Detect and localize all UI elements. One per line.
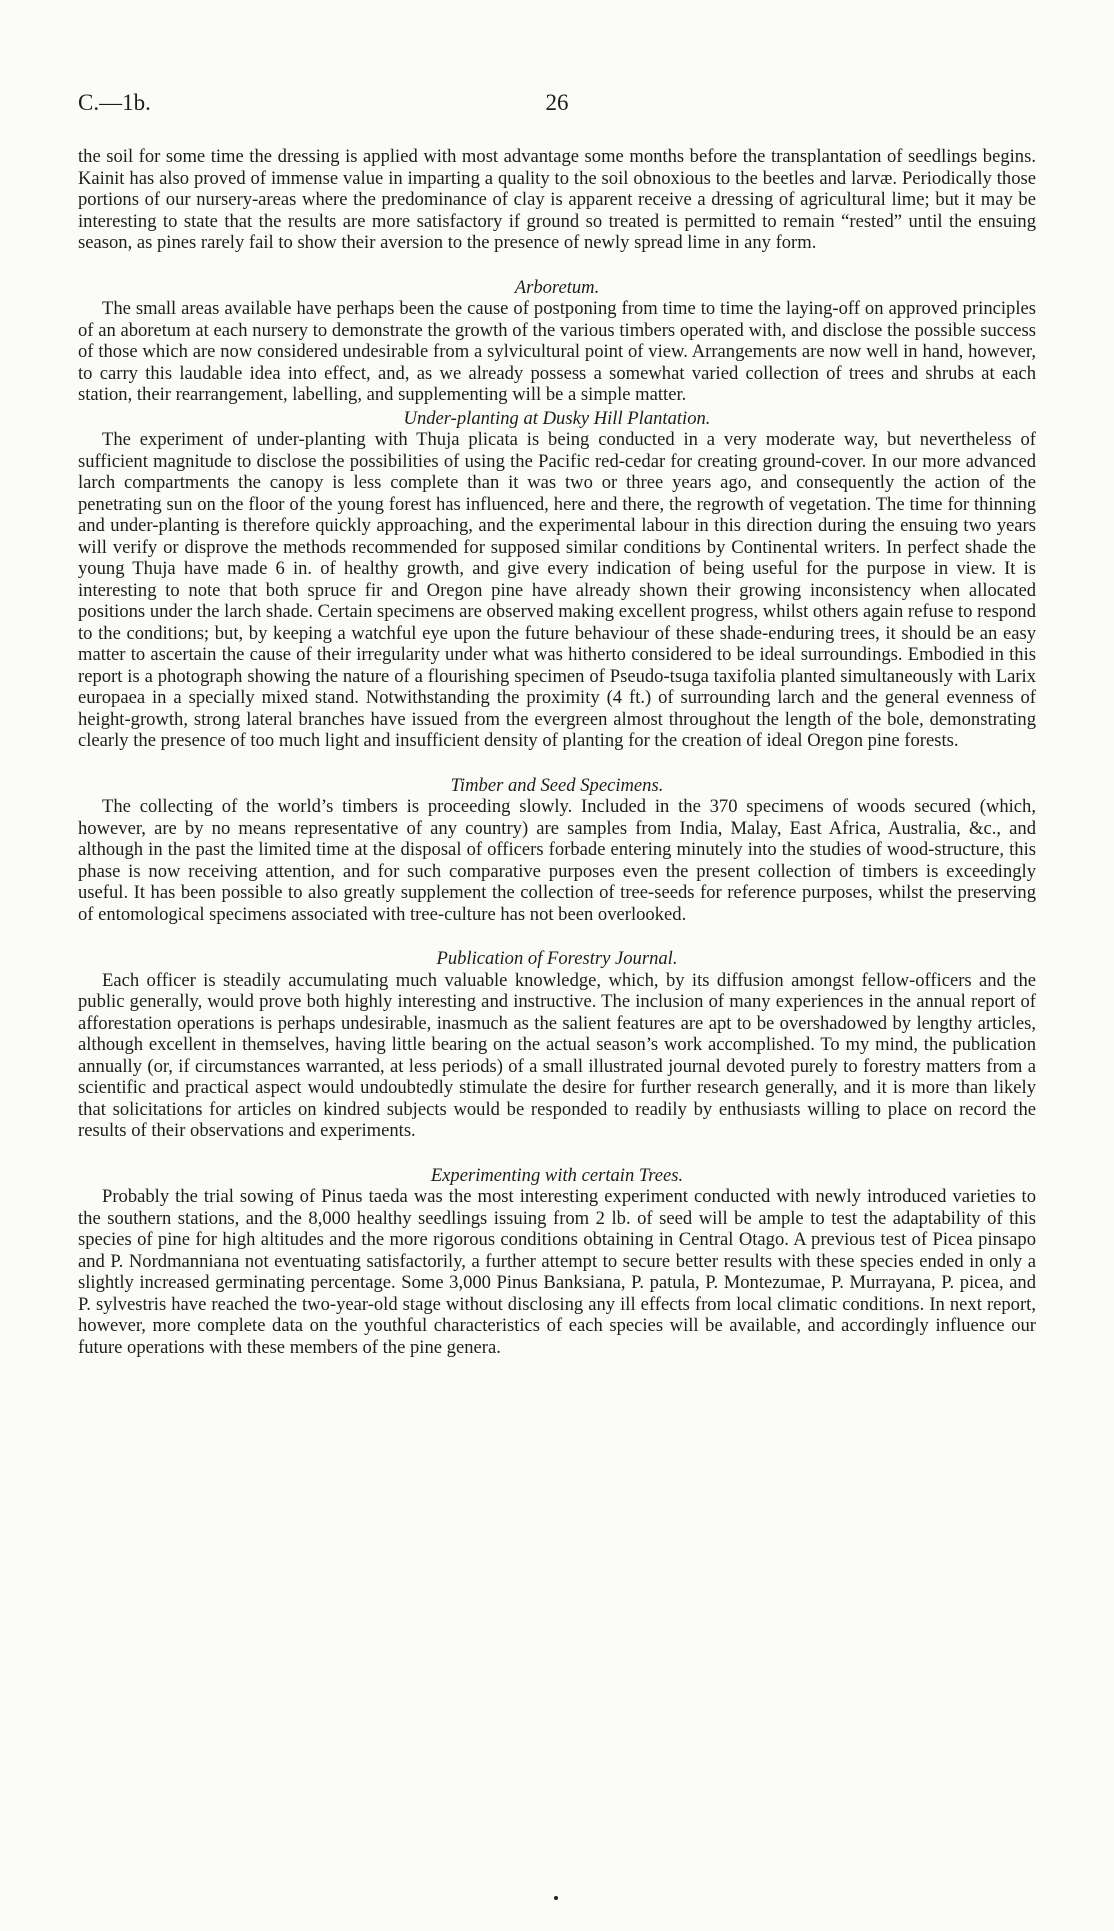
intro-paragraph: the soil for some time the dressing is applied with most advantage some months before the transplantation of seedlings begins. Kainit has also proved of immense value in imparting a quality to the soil obnoxious to the beetles and larvæ. Periodically those portions of our nursery-areas where the predominance of clay is apparent receive a dressing of agricultural lime; but it may be interesting to state that the results are more satisfactory if ground so treated is permitted to remain “rested” until the ensuing season, as pines rarely fail to show their aversion to the presence of newly spread lime in any form. — [78, 146, 1036, 253]
paragraph-timber-seed: The collecting of the world’s timbers is proceeding slowly. Included in the 370 specimens of woods secured (which, however, are by no means representative of any country) are samples from India, Malay, East Africa, Australia, &c., and although in the past the limited time at the disposal of officers forbade entering minutely into the studies of wood-structure, this phase is now receiving attention, and for such comparative purposes even the present collection of timbers is exceedingly useful. It has been possible to also greatly supplement the collection of tree-seeds for reference purposes, whilst the preserving of entomological specimens associated with tree-culture has not been overlooked. — [78, 796, 1036, 925]
heading-arboretum: Arboretum. — [514, 276, 600, 298]
heading-experimenting: Experimenting with certain Trees. — [430, 1164, 684, 1186]
heading-under-planting: Under-planting at Dusky Hill Plantation. — [403, 407, 711, 429]
heading-timber-seed: Timber and Seed Specimens. — [450, 774, 664, 796]
page-mark — [554, 1896, 558, 1900]
paragraph-arboretum: The small areas available have perhaps been the cause of postponing from time to time the laying-off on approved principles of an aboretum at each nursery to demonstrate the growth of the various timbers operated with, and disclose the possible success of those which are now considered undesirable from a sylvicultural point of view. Arrangements are now well in hand, however, to carry this laudable idea into effect, and, as we already possess a somewhat varied collection of trees and shrubs at each station, their rearrangement, labelling, and supplementing will be a simple matter. — [78, 298, 1036, 405]
document-reference: C.—1b. — [78, 90, 151, 115]
page-header — [78, 90, 1036, 120]
paragraph-publication: Each officer is steadily accumulating much valuable knowledge, which, by its diffusion amongst fellow-officers and the public generally, would prove both highly interesting and instructive. The inclusion of many experiences in the annual report of afforestation operations is perhaps undesirable, inasmuch as the salient features are apt to be overshadowed by lengthy articles, although excellent in themselves, having little bearing on the actual season’s work accomplished. To my mind, the publication annually (or, if circumstances warranted, at less periods) of a small illustrated journal devoted purely to forestry matters from a scientific and practical aspect would undoubtedly stimulate the desire for further research generally, and it is more than likely that solicitations for articles on kindred subjects would be responded to readily by enthusiasts willing to place on record the results of their observations and experiments. — [78, 969, 1036, 1141]
paragraph-experimenting: Probably the trial sowing of Pinus taeda was the most interesting experiment conducted with newly introduced varieties to the southern stations, and the 8,000 healthy seedlings issuing from 2 lb. of seed will be ample to test the adaptability of this species of pine for high altitudes and the more rigorous conditions obtaining in Central Otago. A previous test of Picea pinsapo and P. Nordmanniana not eventuating satisfactorily, a further attempt to secure better results with these species ended in only a slightly increased germinating percentage. Some 3,000 Pinus Banksiana, P. patula, P. Montezumae, P. Murrayana, P. picea, and P. sylvestris have reached the two-year-old stage without disclosing any ill effects from local climatic conditions. In next report, however, more complete data on the youthful characteristics of each species will be available, and accordingly influence our future operations with these members of the pine genera. — [78, 1186, 1036, 1358]
page-body — [78, 146, 1036, 1358]
heading-publication: Publication of Forestry Journal. — [436, 948, 678, 969]
paragraph-under-planting: The experiment of under-planting with Thuja plicata is being conducted in a very moderate way, but nevertheless of sufficient magnitude to disclose the possibilities of using the Pacific red-cedar for creating ground-cover. In our more advanced larch compartments the canopy is less complete than it was two or three years ago, and consequently the action of the penetrating sun on the floor of the young forest has influenced, here and there, the regrowth of vegetation. The time for thinning and under-planting is therefore quickly approaching, and the experimental labour in this direction during the ensuing two years will verify or disprove the methods recommended for supposed similar conditions by Continental writers. In perfect shade the young Thuja have made 6 in. of healthy growth, and give every indication of being useful for the purpose in view. It is interesting to note that both spruce fir and Oregon pine have already shown their growing inconsistency when allocated positions under the larch shade. Certain specimens are observed making excellent progress, whilst others again refuse to respond to the conditions; but, by keeping a watchful eye upon the future behaviour of these shade-enduring trees, it should be an easy matter to ascertain the cause of their irregularity under what was hitherto considered to be ideal surroundings. Embodied in this report is a photograph showing the nature of a flourishing specimen of Pseudo-tsuga taxifolia planted simultaneously with Larix europaea in a specially mixed stand. Notwithstanding the proximity (4 ft.) of surrounding larch and the general evenness of height-growth, strong lateral branches have issued from the evergreen almost throughout the length of the bole, demonstrating clearly the presence of too much light and insufficient density of planting for the creation of ideal Oregon pine forests. — [78, 429, 1036, 751]
page-number: 26 — [545, 90, 569, 115]
